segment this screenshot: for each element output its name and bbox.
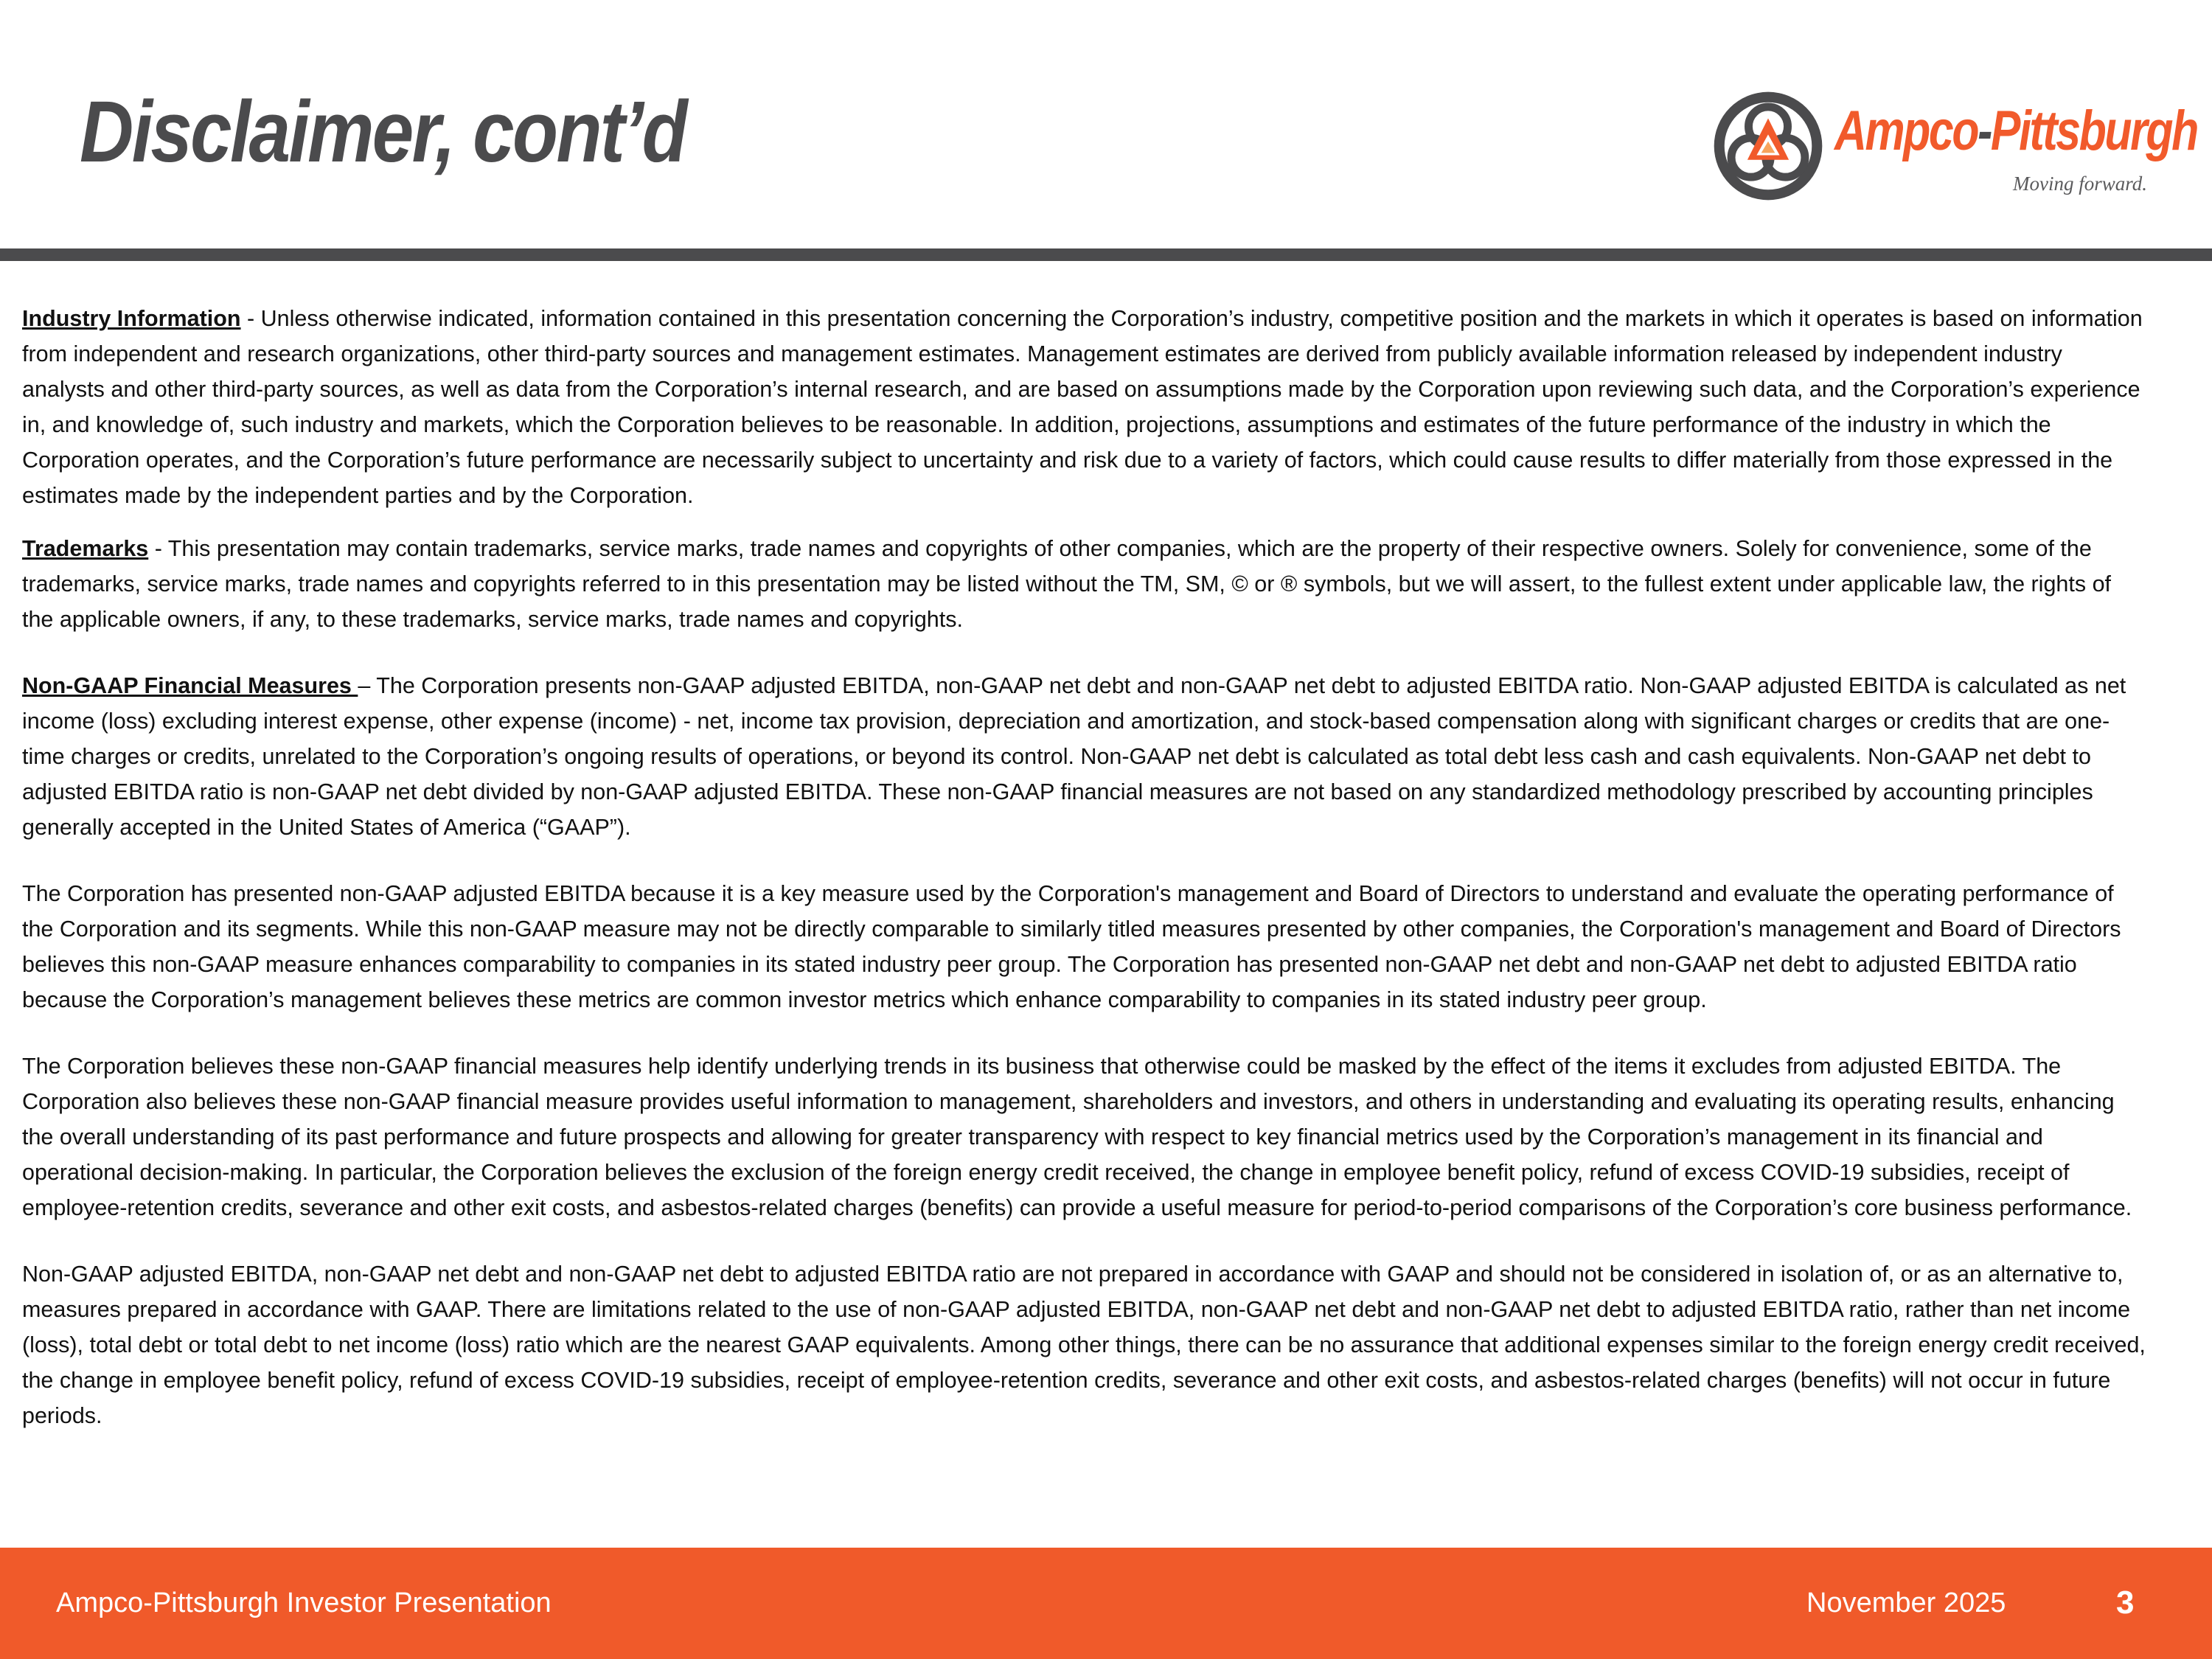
- non-gaap-limitations-paragraph: Non-GAAP adjusted EBITDA, non-GAAP net debt and non-GAAP net debt to adjusted EBITDA ratio are not prepared in accordance with GAAP and should not be considered in isolation of, or as an alternative to, measures prepared in accordance with GAAP. There are limitations related to the use of non-GAAP adjusted EBITDA, non-GAAP net debt and non-GAAP net debt to adjusted EBITDA ratio, rather than net income (loss), total debt or total debt to net income (loss) ratio which are the nearest GAAP equivalents. Among other things, there can be no assurance that additional expenses similar to the foreign energy credit received, the change in employee benefit policy, refund of excess COVID-19 subsidies, receipt of employee-retention credits, severance and other exit costs, and asbestos-related charges (benefits) will not occur in future periods.: [22, 1262, 2146, 1428]
- ampco-pittsburgh-emblem-icon: [1711, 88, 1826, 204]
- industry-information-text: - Unless otherwise indicated, information contained in this presentation concerning the Corporation’s industry, competitive position and the markets in which it operates is based on information from independent and research organizations, other third-party sources and management estimates. Management estimates are derived from publicly available information released by independent industry analysts and other third-party sources, as well as data from the Corporation’s internal research, and are based on assumptions made by the Corporation upon reviewing such data, and the Corporation’s experience in, and knowledge of, such industry and markets, which the Corporation believes to be reasonable. In addition, projections, assumptions and estimates of the future performance of the industry in which the Corporation operates, and the Corporation’s future performance are necessarily subject to uncertainty and risk due to a variety of factors, which could cause results to differ materially from those expressed in the estimates made by the independent parties and by the Corporation.: [22, 306, 2143, 508]
- page-number: 3: [2116, 1585, 2135, 1621]
- industry-information-paragraph: [22, 301, 2146, 513]
- industry-information-heading: Industry Information: [22, 306, 241, 331]
- non-gaap-paragraph: [22, 668, 2146, 845]
- trademarks-paragraph: [22, 531, 2146, 637]
- logo-wordmark: Ampco-Pittsburgh: [1834, 100, 2197, 162]
- page-title: Disclaimer, cont’d: [80, 83, 686, 181]
- disclaimer-body: [22, 301, 2146, 1433]
- non-gaap-heading: Non-GAAP Financial Measures: [22, 673, 358, 698]
- header-divider: [0, 248, 2212, 261]
- trademarks-heading: Trademarks: [22, 536, 149, 561]
- logo-tagline: Moving forward.: [2013, 173, 2147, 195]
- non-gaap-presented-paragraph: The Corporation has presented non-GAAP adjusted EBITDA because it is a key measure used by the Corporation's management and Board of Directors to understand and evaluate the operating performance of the Corporation and its segments. While this non-GAAP measure may not be directly comparable to similarly titled measures presented by other companies, the Corporation's management and Board of Directors believes this non-GAAP measure enhances comparability to companies in its stated industry peer group. The Corporation has presented non-GAAP net debt and non-GAAP net debt to adjusted EBITDA ratio because the Corporation’s management believes these metrics are common investor metrics which enhance comparability to companies in its stated industry peer group.: [22, 881, 2121, 1012]
- company-logo: [1711, 83, 2197, 208]
- footer-bar: [0, 1548, 2212, 1659]
- footer-presentation-title: Ampco-Pittsburgh Investor Presentation: [56, 1587, 552, 1618]
- footer-date: November 2025: [1806, 1587, 2006, 1618]
- non-gaap-believes-paragraph: The Corporation believes these non-GAAP financial measures help identify underlying trends in its business that otherwise could be masked by the effect of the items it excludes from adjusted EBITDA. The Corporation also believes these non-GAAP financial measure provides useful information to management, shareholders and investors, and others in understanding and evaluating its operating results, enhancing the overall understanding of its past performance and future prospects and allowing for greater transparency with respect to key financial metrics used by the Corporation’s management in its financial and operational decision-making. In particular, the Corporation believes the exclusion of the foreign energy credit received, the change in employee benefit policy, refund of excess COVID-19 subsidies, receipt of employee-retention credits, severance and other exit costs, and asbestos-related charges (benefits) can provide a useful measure for period-to-period comparisons of the Corporation’s core business performance.: [22, 1054, 2132, 1220]
- trademarks-text: - This presentation may contain trademarks, service marks, trade names and copyrights of other companies, which are the property of their respective owners. Solely for convenience, some of the trademarks, service marks, trade names and copyrights referred to in this presentation may be listed without the TM, SM, © or ® symbols, but we will assert, to the fullest extent under applicable law, the rights of the applicable owners, if any, to these trademarks, service marks, trade names and copyrights.: [22, 536, 2112, 632]
- non-gaap-text: – The Corporation presents non-GAAP adjusted EBITDA, non-GAAP net debt and non-GAAP net debt to adjusted EBITDA ratio. Non-GAAP adjusted EBITDA is calculated as net income (loss) excluding interest expense, other expense (income) - net, income tax provision, depreciation and amortization, and stock-based compensation along with significant charges or credits that are one-time charges or credits, unrelated to the Corporation’s ongoing results of operations, or beyond its control. Non-GAAP net debt is calculated as total debt less cash and cash equivalents. Non-GAAP net debt to adjusted EBITDA ratio is non-GAAP net debt divided by non-GAAP adjusted EBITDA. These non-GAAP financial measures are not based on any standardized methodology prescribed by accounting principles generally accepted in the United States of America (“GAAP”).: [22, 673, 2126, 840]
